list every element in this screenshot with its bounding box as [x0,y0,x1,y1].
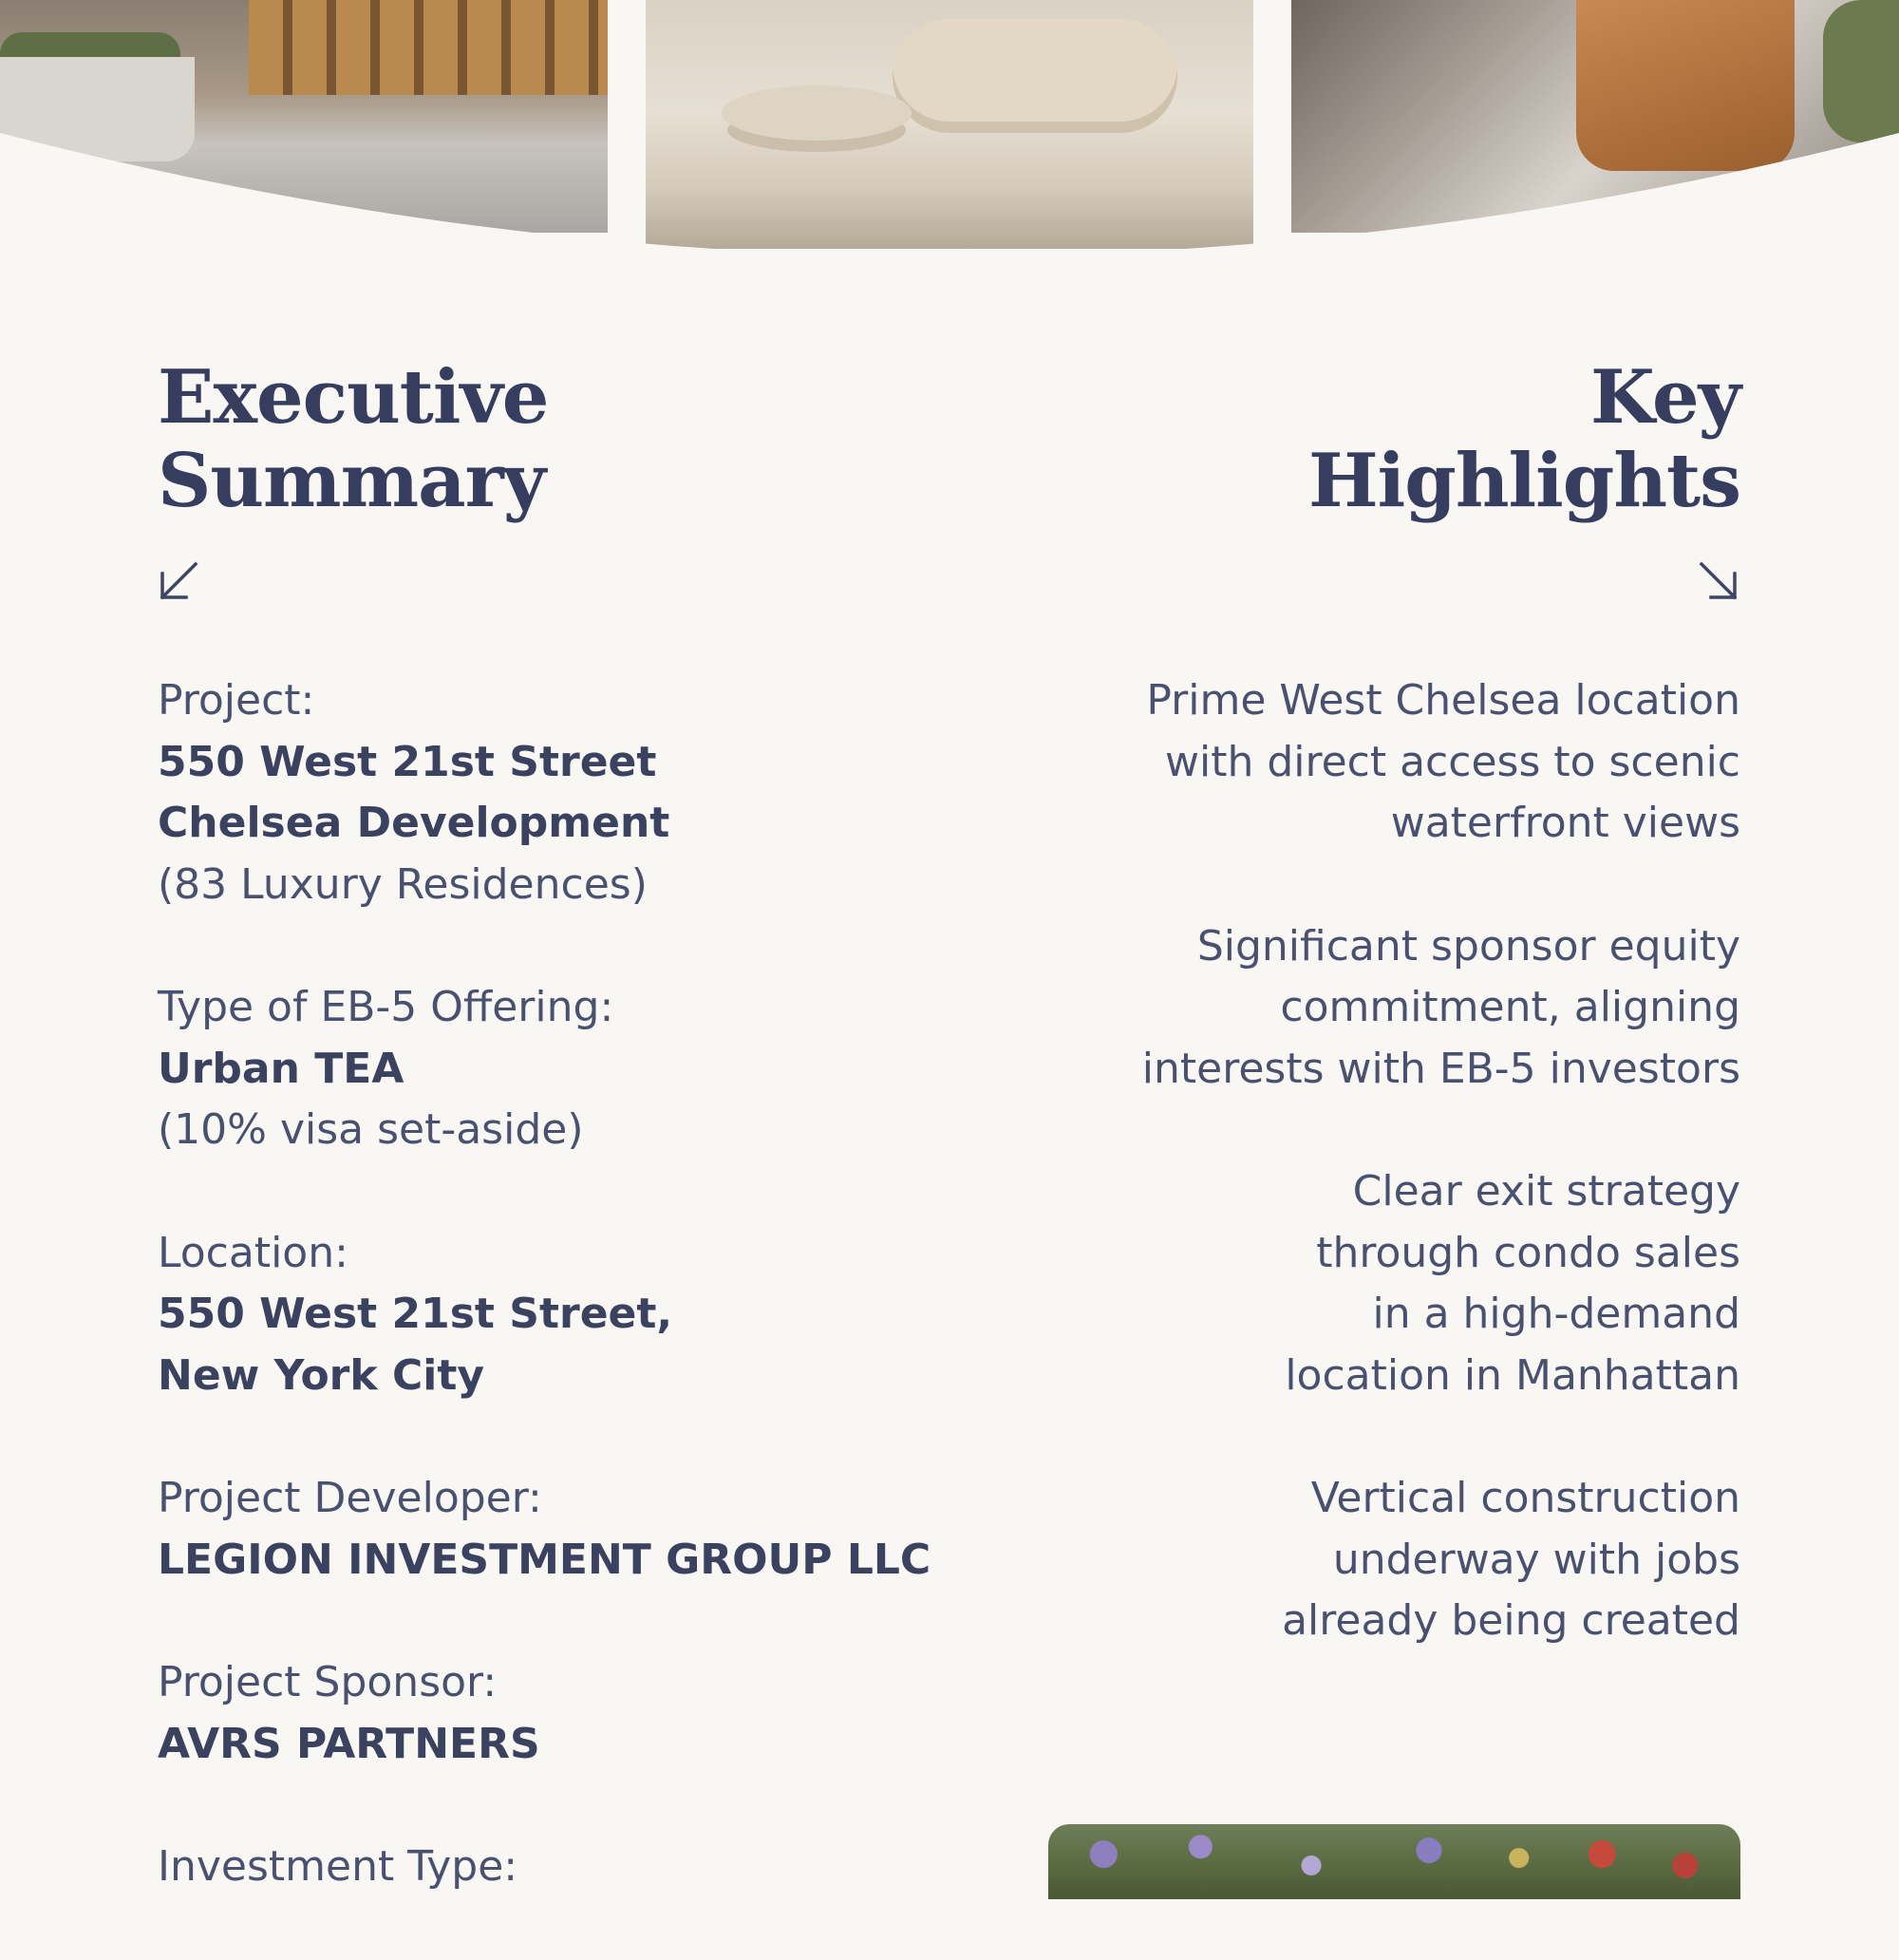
developer-label: Project Developer: [158,1474,542,1522]
sponsor-value: AVRS PARTNERS [158,1719,540,1768]
arrow-down-left-icon [158,560,199,602]
project-note: (83 Luxury Residences) [158,859,648,909]
highlight-item: Significant sponsor equity commitment, aligning interests with EB-5 investors [1141,921,1740,1093]
project-value: 550 West 21st Street [158,737,657,786]
highlight-item: Clear exit strategy through condo sales in a high-demand location in Manhattan [1285,1167,1740,1400]
sponsor-item [158,1652,1012,1775]
executive-summary-heading: Executive Summary [158,354,549,524]
investment-type-item [158,1837,1012,1898]
garden-photo [1048,1824,1740,1899]
offering-label: Type of EB-5 Offering: [158,983,614,1031]
highlight-item: Prime West Chelsea location with direct access to scenic waterfront views [1146,676,1740,847]
project-value: Chelsea Development [158,799,670,847]
location-value: 550 West 21st Street, [158,1290,673,1338]
location-label: Location: [158,1228,348,1277]
investment-type-label: Investment Type: [158,1842,518,1891]
photo-curve-mask [0,0,1899,256]
offering-item [158,977,1012,1161]
developer-value: LEGION INVESTMENT GROUP LLC [158,1535,931,1584]
offering-value: Urban TEA [158,1044,404,1093]
offering-note: (10% visa set-aside) [158,1105,584,1154]
photo-strip [0,0,1899,256]
developer-item [158,1468,1012,1591]
arrow-down-right-icon [1698,560,1739,602]
key-highlights-list [1057,670,1740,1714]
project-label: Project: [158,676,315,725]
key-highlights-heading: Key Highlights [1307,354,1740,524]
location-value: New York City [158,1350,485,1400]
highlight-item: Vertical construction underway with jobs already being created [1282,1474,1740,1645]
sponsor-label: Project Sponsor: [158,1658,498,1706]
location-item [158,1223,1012,1407]
project-item [158,670,1012,915]
executive-summary-list [158,670,1012,1960]
